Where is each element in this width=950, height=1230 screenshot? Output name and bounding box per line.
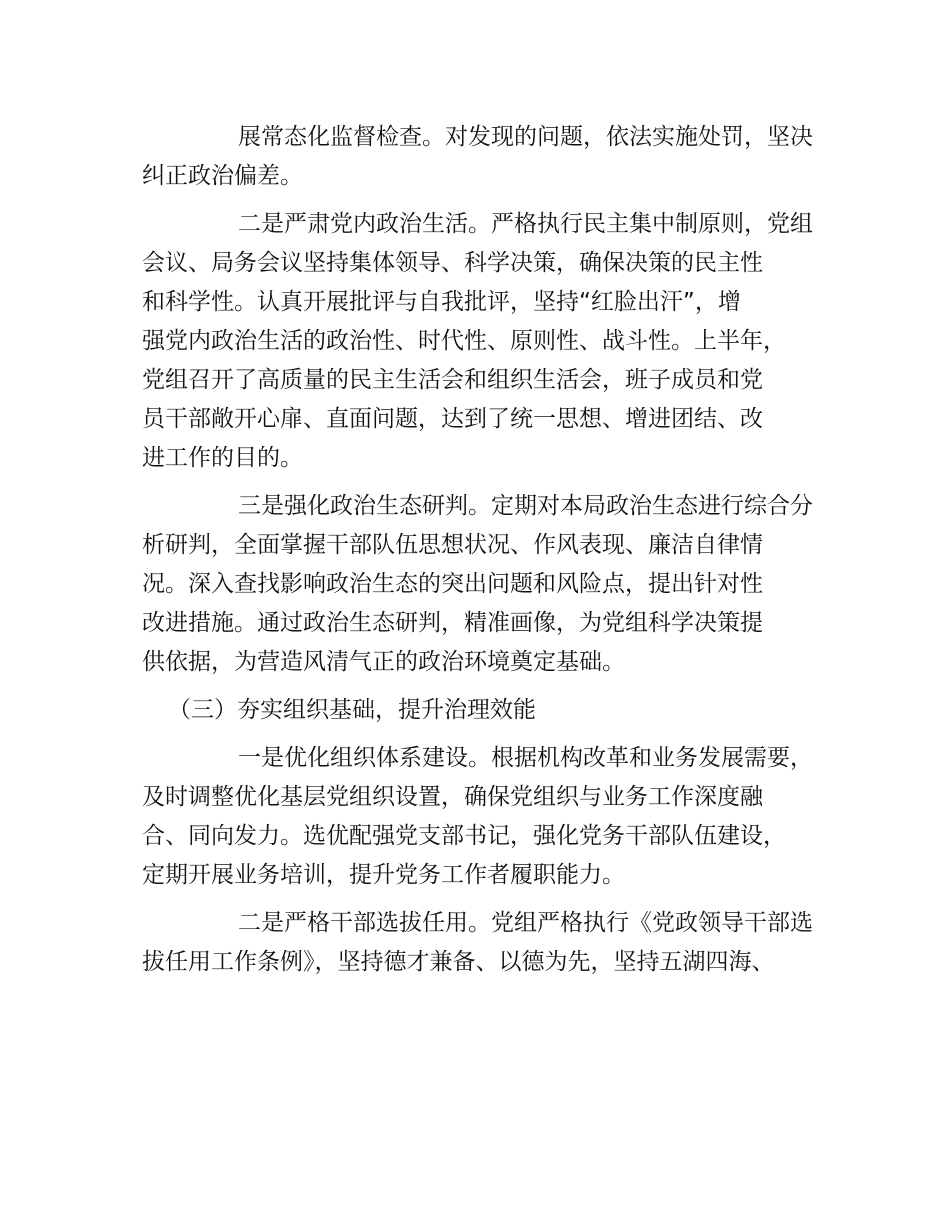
text-line: 拔任用工作条例》，坚持德才兼备、以德为先，坚持五湖四海、 xyxy=(142,949,775,975)
text-line: 和科学性。认真开展批评与自我批评，坚持“红脸出汗”，增 xyxy=(142,289,741,315)
text-line: 及时调整优化基层党组织设置，确保党组织与业务工作深度融 xyxy=(142,784,763,810)
text-line: 三是强化政治生态研判。定期对本局政治生态进行综合分 xyxy=(238,493,813,519)
paragraph-party-life xyxy=(142,205,832,478)
text-line: 员干部敞开心扉、直面问题，达到了统一思想、增进团结、改 xyxy=(142,406,763,432)
text-line: 党组召开了高质量的民主生活会和组织生活会，班子成员和党 xyxy=(142,367,763,393)
paragraph-organization-system xyxy=(142,739,832,895)
text-line: 析研判，全面掌握干部队伍思想状况、作风表现、廉洁自律情 xyxy=(142,532,763,558)
text-line: 定期开展业务培训，提升党务工作者履职能力。 xyxy=(142,862,625,888)
paragraph-cadre-selection xyxy=(142,904,832,982)
text-line: 二是严肃党内政治生活。严格执行民主集中制原则，党组 xyxy=(238,211,813,237)
paragraph-political-ecology xyxy=(142,487,832,682)
text-line: 一是优化组织体系建设。根据机构改革和业务发展需要， xyxy=(238,745,813,771)
text-line: 供依据，为营造风清气正的政治环境奠定基础。 xyxy=(142,649,625,675)
text-line: 强党内政治生活的政治性、时代性、原则性、战斗性。上半年， xyxy=(142,328,786,354)
text-line: 会议、局务会议坚持集体领导、科学决策，确保决策的民主性 xyxy=(142,250,763,276)
section-heading: （三）夯实组织基础，提升治理效能 xyxy=(168,697,536,723)
text-line: 改进措施。通过政治生态研判，精准画像，为党组科学决策提 xyxy=(142,610,763,636)
text-line: 纠正政治偏差。 xyxy=(142,163,303,189)
text-line: 进工作的目的。 xyxy=(142,445,303,471)
text-line: 二是严格干部选拔任用。党组严格执行《党政领导干部选 xyxy=(238,910,813,936)
text-line: 展常态化监督检查。对发现的问题，依法实施处罚，坚决 xyxy=(238,124,813,150)
text-line: 合、同向发力。选优配强党支部书记，强化党务干部队伍建设， xyxy=(142,823,786,849)
text-line: 况。深入查找影响政治生态的突出问题和风险点，提出针对性 xyxy=(142,571,763,597)
paragraph-continued xyxy=(142,118,832,196)
document-body xyxy=(142,118,832,991)
